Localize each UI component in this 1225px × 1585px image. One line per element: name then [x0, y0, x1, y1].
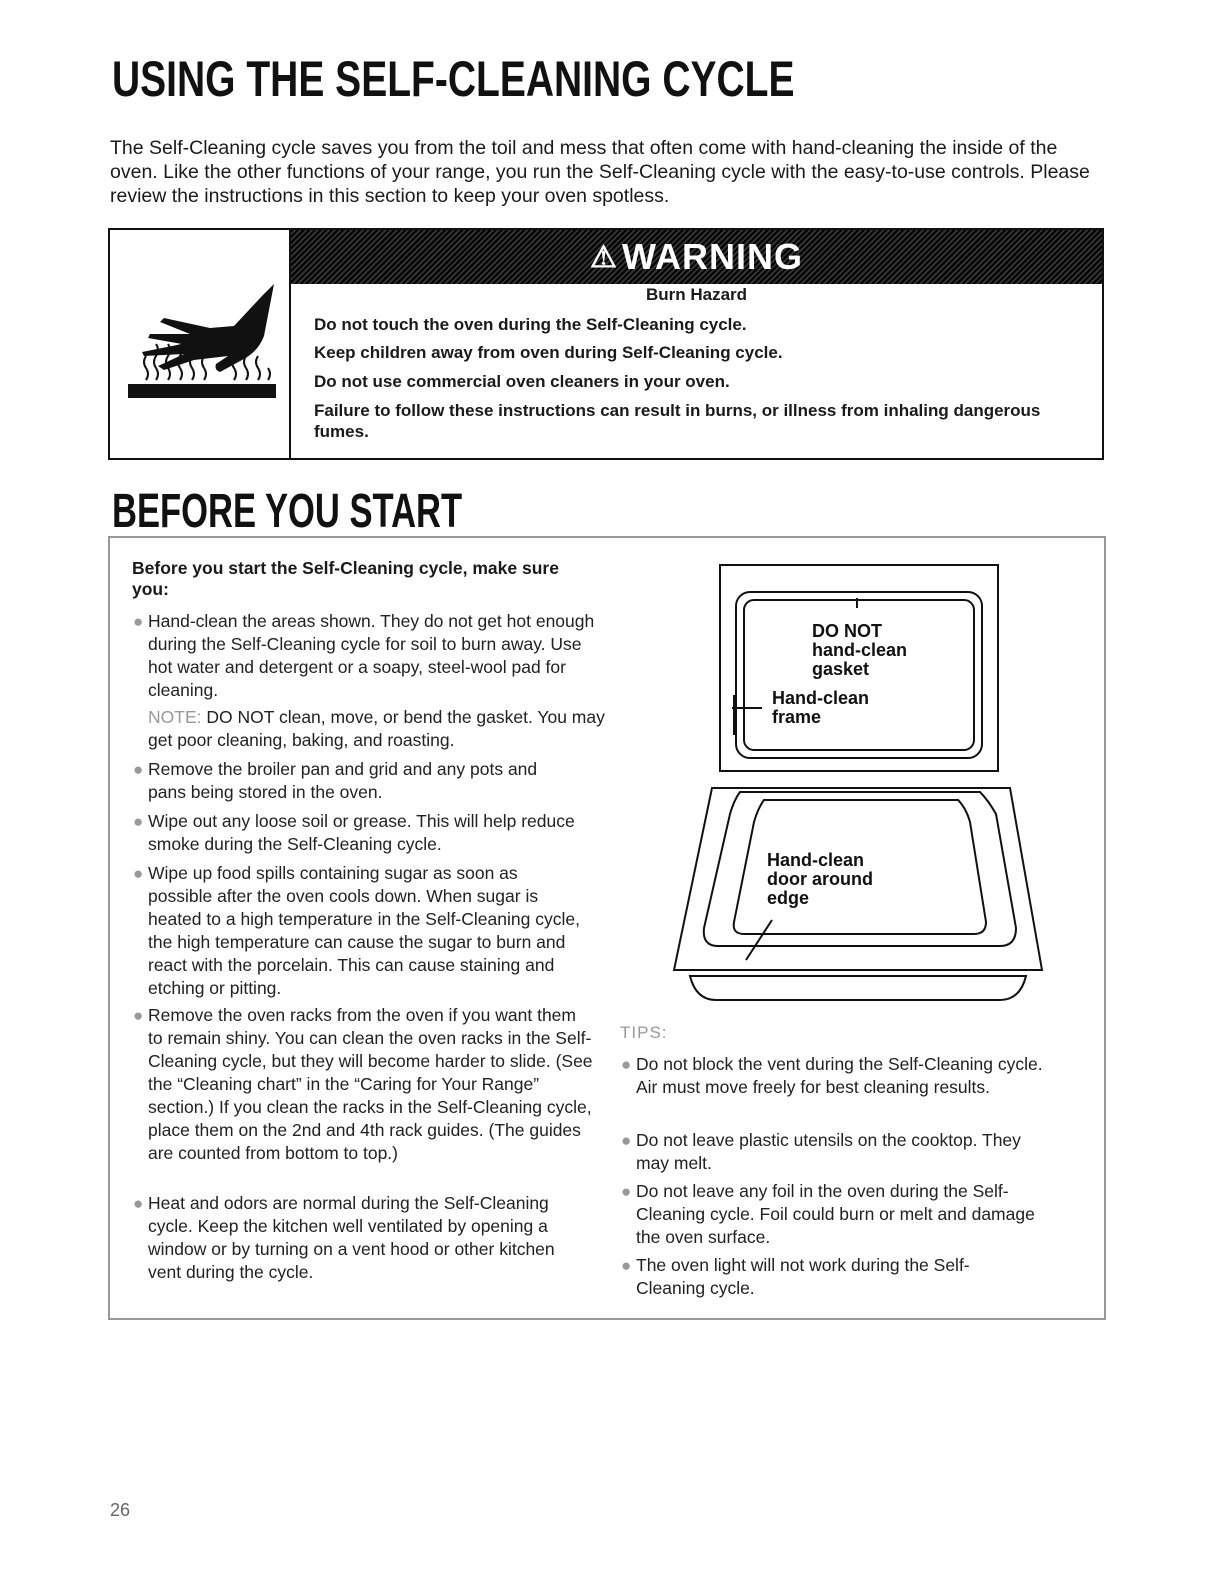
warning-line: Do not touch the oven during the Self-Cleaning cycle. [314, 315, 747, 334]
lead-text: Before you start the Self-Cleaning cycle, make sure you: [132, 558, 559, 599]
bullet-icon: ● [621, 1256, 632, 1275]
warning-line: Keep children away from oven during Self-Cleaning cycle. [314, 343, 783, 362]
bullet-icon: ● [621, 1131, 632, 1150]
list-item-text: Wipe up food spills containing sugar as soon as possible after the oven cools down. When sugar is heated to a high temperature in the Self-Cleaning cycle, the high temperature can cause the sugar to burn and react with the porcelain. This can cause staining and etching or pitting. [148, 863, 580, 998]
list-item [133, 610, 598, 702]
tip-text: The oven light will not work during the Self-Cleaning cycle. [636, 1255, 970, 1298]
bullet-icon: ● [621, 1182, 632, 1201]
warning-line: Failure to follow these instructions can result in burns, or illness from inhaling dangerous fumes. [314, 401, 1041, 441]
gasket-label: DO NOT hand-clean gasket [812, 621, 908, 679]
note-text: DO NOT clean, move, or bend the gasket. You may get poor cleaning, baking, and roasting. [148, 707, 605, 750]
tip-item [621, 1254, 1016, 1300]
list-item [133, 1192, 568, 1284]
bullet-icon: ● [133, 864, 144, 883]
warning-triangle-icon: ⚠ [590, 240, 618, 274]
tip-text: Do not leave plastic utensils on the cooktop. They may melt. [636, 1130, 1021, 1173]
bullet-icon: ● [133, 1006, 144, 1025]
section-title: BEFORE YOU START [112, 485, 463, 538]
bullet-icon: ● [133, 1194, 144, 1213]
hazard-title: Burn Hazard [645, 285, 748, 304]
page-title: USING THE SELF-CLEANING CYCLE [112, 51, 795, 107]
note-label: NOTE: [148, 707, 202, 727]
tip-text: Do not leave any foil in the oven during the Self-Cleaning cycle. Foil could burn or melt and damage the oven surface. [636, 1181, 1035, 1247]
hot-surface-hand-icon [124, 276, 284, 406]
warning-line: Do not use commercial oven cleaners in your oven. [314, 372, 730, 391]
warning-banner-label: WARNING [621, 236, 803, 277]
list-item-text: Hand-clean the areas shown. They do not get hot enough during the Self-Cleaning cycle for soil to burn away. Use hot water and detergent or a soapy, steel-wool pad for cleaning. [148, 611, 595, 700]
list-item-text: Remove the broiler pan and grid and any pots and pans being stored in the oven. [148, 759, 538, 802]
page-number: 26 [110, 1500, 131, 1520]
tip-item [621, 1053, 1056, 1099]
list-item [133, 1004, 593, 1165]
list-item-text: Remove the oven racks from the oven if you want them to remain shiny. You can clean the oven racks in the Self-Cleaning cycle, but they will become harder to slide. (See the “Cleaning chart” in the “Caring for Your Range” section.) If you clean the racks in the Self-Cleaning cycle, place them on the 2nd and 4th rack guides. (The guides are counted from bottom to top.) [148, 1005, 593, 1163]
note [148, 706, 608, 752]
list-item-text: Heat and odors are normal during the Self-Cleaning cycle. Keep the kitchen well ventilated by opening a window or by turning on a vent hood or other kitchen vent during the cycle. [148, 1193, 555, 1282]
tips-label: TIPS: [620, 1023, 668, 1042]
list-item [133, 810, 578, 856]
bullet-icon: ● [133, 612, 144, 631]
frame-label: Hand-clean frame [772, 688, 870, 727]
tip-item [621, 1180, 1036, 1249]
list-item [133, 758, 578, 804]
intro-paragraph: The Self-Cleaning cycle saves you from the toil and mess that often come with hand-cleaning the inside of the oven. Like the other functions of your range, you run the Self-Cleaning cycle with the easy-to-use controls. Please review the instructions in this section to keep your oven spotless. [110, 137, 1090, 207]
tip-item [621, 1129, 1046, 1175]
list-item [133, 862, 580, 1000]
door-label: Hand-clean door around edge [767, 850, 873, 908]
bullet-icon: ● [621, 1055, 632, 1074]
warning-banner [291, 230, 1102, 284]
bullet-icon: ● [133, 812, 144, 831]
bullet-icon: ● [133, 760, 144, 779]
tip-text: Do not block the vent during the Self-Cleaning cycle. Air must move freely for best cleaning results. [636, 1054, 1043, 1097]
list-item-text: Wipe out any loose soil or grease. This will help reduce smoke during the Self-Cleaning cycle. [148, 811, 575, 854]
